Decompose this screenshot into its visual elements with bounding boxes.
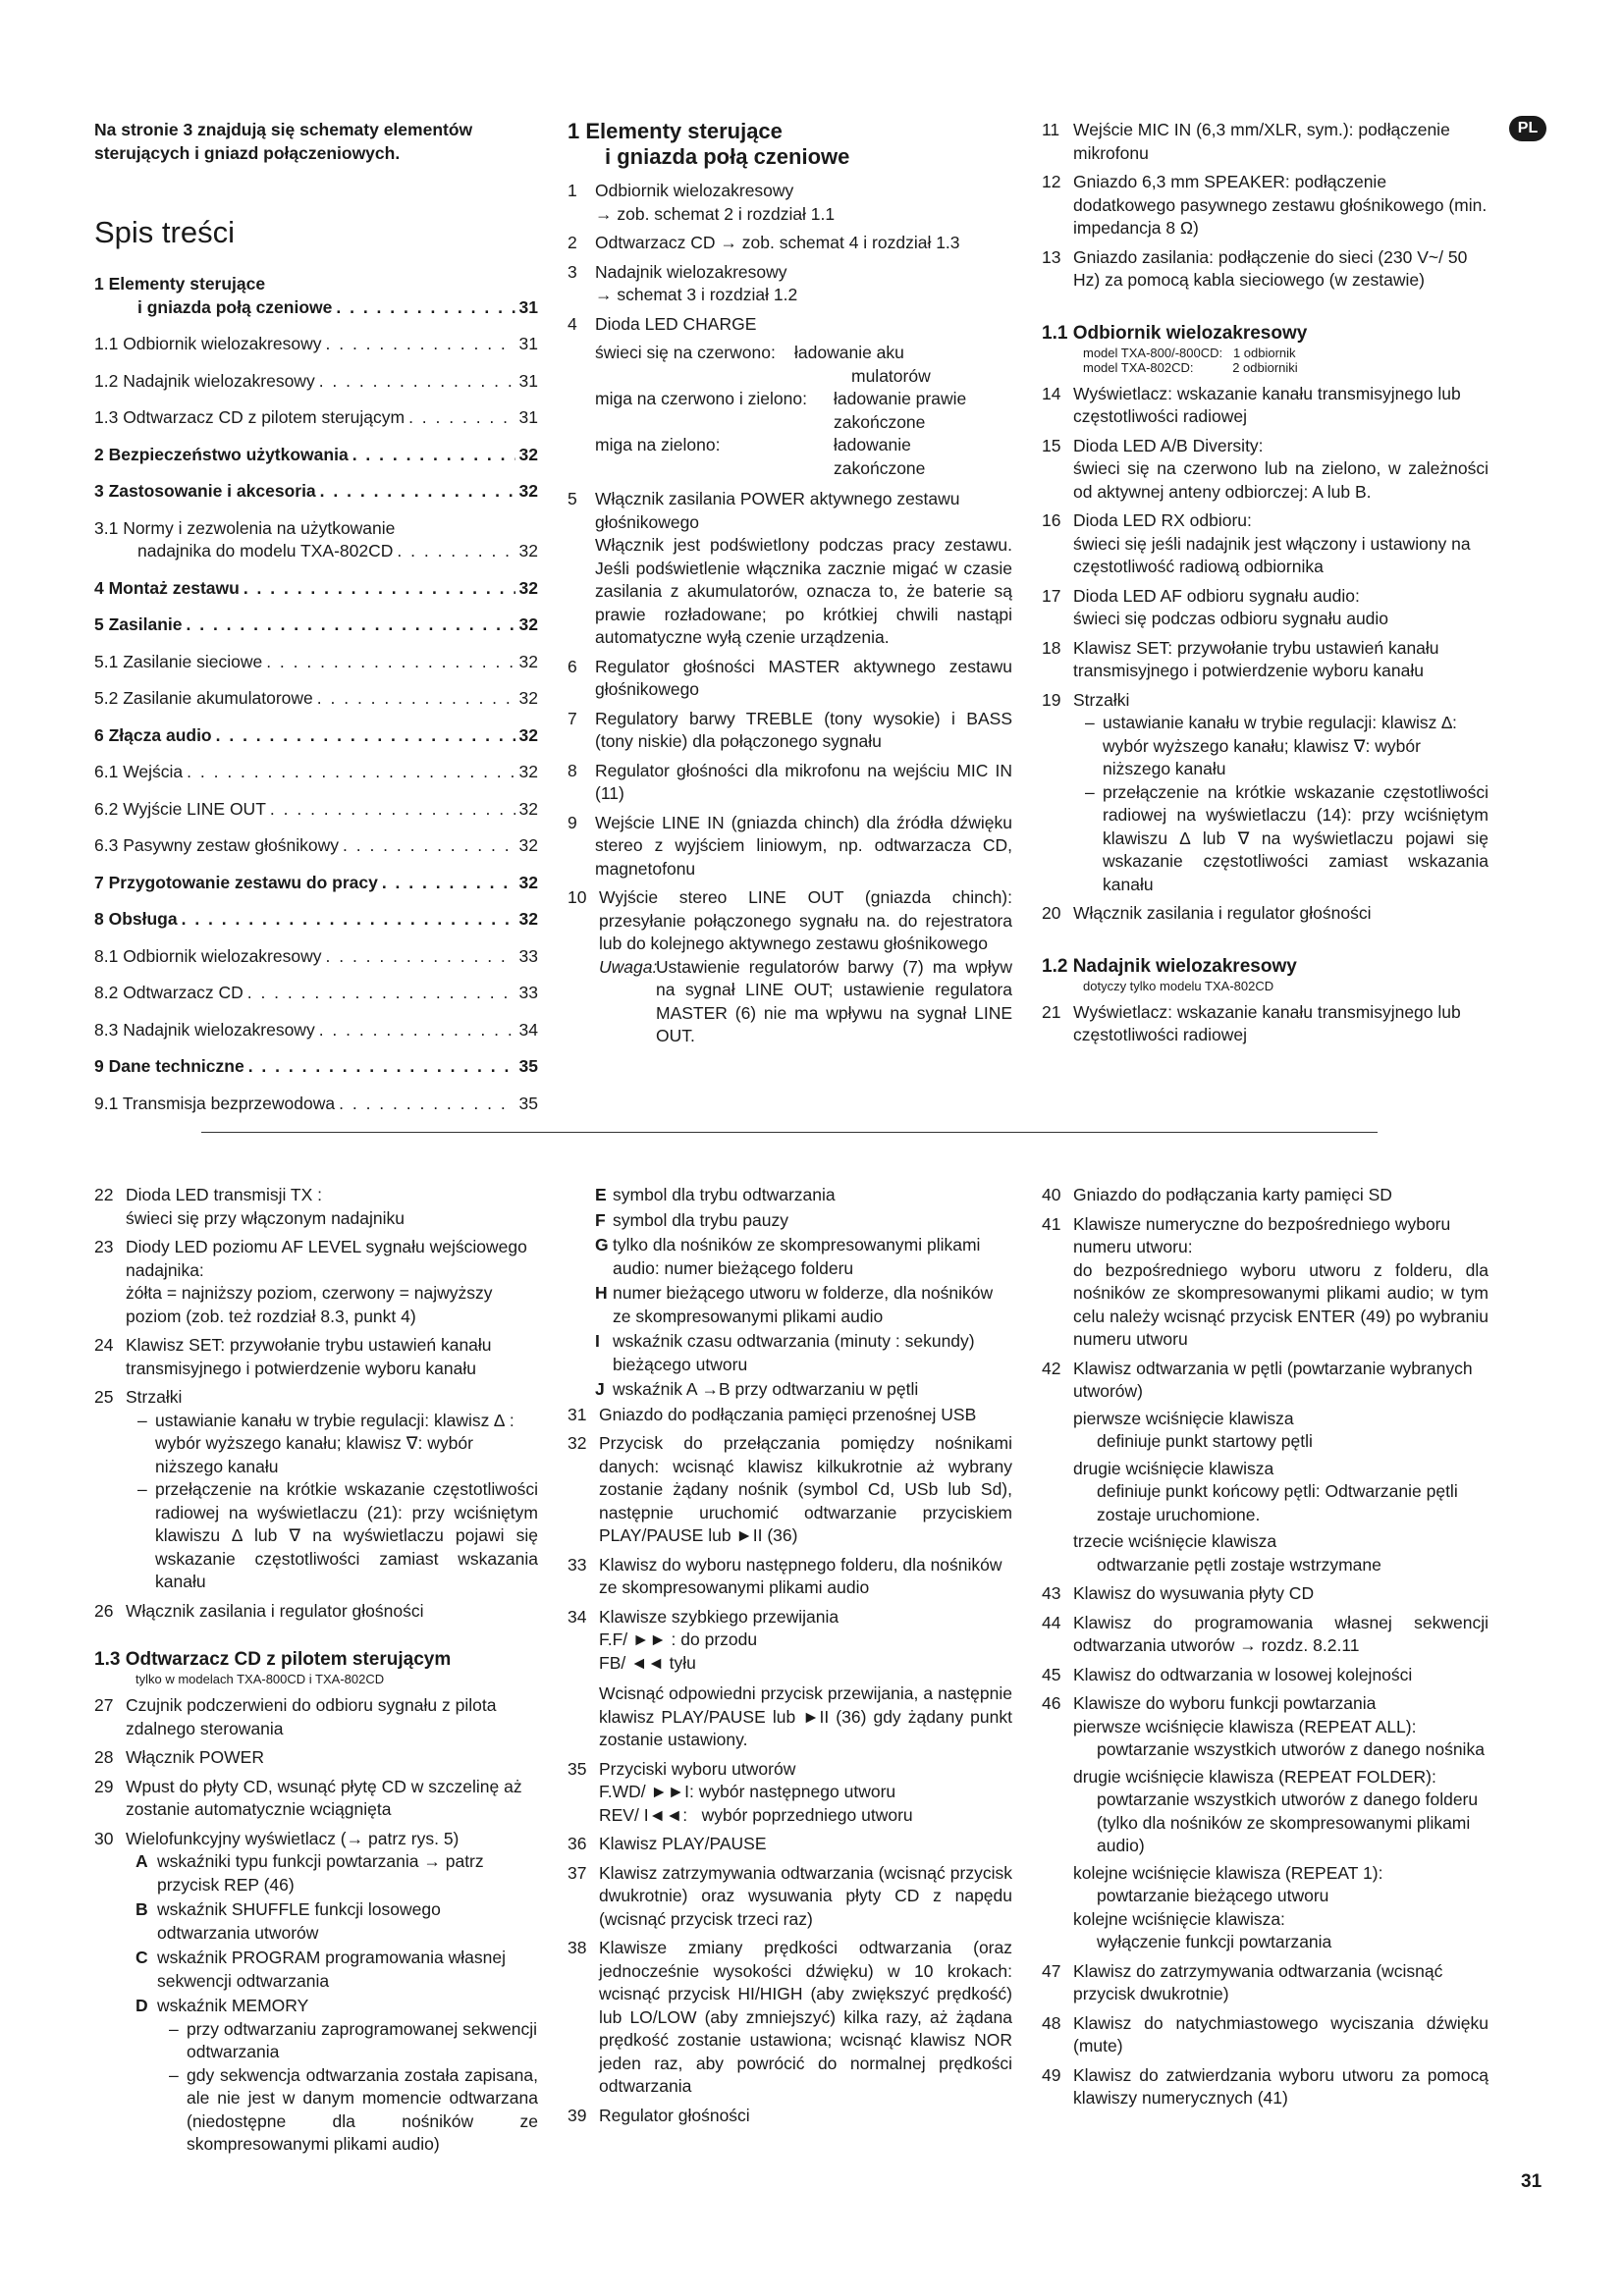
toc-page-number: 31 [518,407,538,427]
toc-entry-label: 1.3 Odtwarzacz CD z pilotem sterującym [94,407,406,427]
display-indicator-c: C wskaźnik PROGRAM programowania własnej sekwencji odtwarzania [135,1948,506,1991]
led-state: świeci się na czerwono: [595,343,776,362]
item-number: 4 [568,313,577,334]
item-4 [568,313,1012,337]
item-35: 35 Przyciski wyboru utworów F.WD/ ►►I: wybór następnego utworu REV/ I◄◄: wybór poprzedniego utworu [568,1758,913,1825]
item-45: 45 Klawisz do odtwarzania w losowej kolejności [1042,1664,1413,1684]
toc-page-number: 32 [518,835,538,855]
toc-entry-label: 7 Przygotowanie zestawu do pracy [94,872,378,892]
item-10: 10 Wyjście stereo LINE OUT (gniazda chinch): przesyłanie połączonego sygnału na. do rejestratora lub do kolejnego aktywnego zestawu głośnikowego Uwaga: Ustawienie regulatorów barwy (7) ma wpływ na sygnał LINE OUT; ustawienie regulatora MASTER (6) nie ma wpływu na sygnał LINE OUT. [568,886,1012,1048]
toc-entry [94,444,538,467]
toc-entry-label: 9 Dane techniczne [94,1056,244,1076]
toc-page-number: 32 [518,577,538,598]
leader-dots [270,798,515,822]
toc-entry-label: 5.2 Zasilanie akumulatorowe [94,688,313,708]
toc-entry [94,1019,538,1042]
item-39: 39 Regulator głośności [568,2105,750,2125]
item-12: 12 Gniazdo 6,3 mm SPEAKER: podłączenie dodatkowego pasywnego zestawu głośnikowego (min. impedancja 8 Ω) [1042,172,1488,238]
led-state-row [595,388,1012,434]
item-text: Nadajnik wielozakresowy [595,261,787,282]
leader-dots [336,296,514,320]
section1-column [568,119,1012,1054]
toc-entry-label: 9.1 Transmisja bezprzewodowa [94,1093,336,1113]
bottom-right-column [1042,1184,1489,2116]
leader-dots [408,406,514,430]
section1-title: 1 Elementy sterujące i gniazda połą czeniowe [568,119,850,169]
led-meaning: ładowanie [834,435,911,454]
toc-entry [94,1093,538,1116]
toc-page-number: 35 [518,1093,538,1113]
leader-dots [187,761,514,784]
toc-entry-label: 8.1 Odbiornik wielozakresowy [94,945,322,966]
leader-dots [339,1093,514,1116]
subsection-1-3-note: tylko w modelach TXA-800CD i TXA-802CD [135,1672,385,1686]
leader-dots [317,687,515,711]
led-meaning-cont: zakończone [834,411,926,432]
toc-entry-label: 1.1 Odbiornik wielozakresowy [94,334,322,353]
toc-entry-label: 3 Zastosowanie i akcesoria [94,481,316,501]
item-40: 40 Gniazdo do podłączania karty pamięci SD [1042,1185,1392,1204]
leader-dots [343,834,515,858]
toc-entry-label: 3.1 Normy i zezwolenia na użytkowanie [94,517,396,538]
toc-page-number: 33 [518,983,538,1002]
toc-page-number: 33 [518,945,538,966]
toc-entry [94,614,538,637]
toc-entry [94,406,538,430]
leader-dots [320,480,515,504]
toc-entry [94,872,538,895]
leader-dots [397,540,514,563]
item-3 [568,261,1012,307]
item-13: 13 Gniazdo zasilania: podłączenie do sieci (230 V~/ 50 Hz) za pomocą kabla sieciowego (w zestawie) [1042,246,1468,290]
toc-page-number: 32 [518,872,538,892]
display-indicator-i: I wskaźnik czasu odtwarzania (minuty : sekundy) bieżącego utworu [595,1331,975,1374]
subsection-1-1-note: model TXA-800/-800CD: 1 odbiornik model TXA-802CD: 2 odbiorniki [1083,345,1298,375]
led-state: miga na czerwono i zielono: [595,389,807,408]
toc-entry-label: i gniazda połą czeniowe [137,296,333,317]
item-1 [568,180,1012,226]
item-17: 17 Dioda LED AF odbioru sygnału audio: świeci się podczas odbioru sygnału audio [1042,585,1389,628]
item-2 [568,232,1012,255]
display-indicator-h: H numer bieżącego utworu w folderze, dla nośników ze skompresowanymi plikami audio [595,1283,994,1326]
leader-dots [319,370,515,394]
toc-page-number: 32 [518,614,538,634]
toc-title: Spis treści [94,215,235,249]
toc-entry-label: 5 Zasilanie [94,614,183,634]
item-30: 30 Wielofunkcyjny wyświetlacz (→ patrz rys. 5) A wskaźniki typu funkcji powtarzania → patrz przycisk REP (46) B wskaźnik SHUFFLE funkcji losowego odtwarzania utworów C wskaźnik PROGRAM programowania własnej sekwencji odtwarzania D wskaźnik MEMORY – przy odtwarzaniu zaprogramowanej sekwencji odtwarzania – gdy sekwencja odtwarzania została zapisana, ale nie jest w danym momencie odtwarzana (niedostępne dla nośników ze skompresowanymi plikami audio) [94,1828,538,2157]
toc-entry [94,724,538,748]
led-meaning: ładowanie prawie [834,389,967,408]
item-43: 43 Klawisz do wysuwania płyty CD [1042,1583,1315,1603]
page-number: 31 [1521,2171,1543,2192]
language-badge: PL [1509,116,1546,141]
right-top-column [1042,119,1489,1053]
display-indicator-a: A wskaźniki typu funkcji powtarzania → patrz przycisk REP (46) [135,1851,484,1895]
toc-page-number: 31 [518,370,538,391]
leader-dots [319,1019,515,1042]
toc-page-number: 32 [518,444,538,464]
item-21: 21 Wyświetlacz: wskazanie kanału transmisyjnego lub częstotliwości radiowej [1042,1001,1461,1044]
toc-entry [94,517,538,563]
item-44: 44 Klawisz do programowania własnej sekwencji odtwarzania utworów → rozdz. 8.2.11 [1042,1612,1489,1655]
item-7: 7 Regulatory barwy TREBLE (tony wysokie) i BASS (tony niskie) dla połączonego sygnału [568,708,1012,751]
item-32: 32 Przycisk do przełączania pomiędzy nośnikami danych: wcisnąć klawisz kilkukrotnie aż wybrany zostanie żądany nośnik (symbol Cd, USb lub Sd), następnie uruchomić odtwarzanie przyciskiem PLAY/PAUSE lub ►II (36) [568,1433,1012,1545]
item-48: 48 Klawisz do natychmiastowego wyciszania dźwięku (mute) [1042,2012,1489,2056]
item-37: 37 Klawisz zatrzymywania odtwarzania (wcisnąć przycisk dwukrotnie) oraz wysuwania płyty CD z napędu (wcisnąć przycisk trzeci raz) [568,1862,1012,1929]
toc-entry [94,761,538,784]
item-28: 28 Włącznik POWER [94,1747,264,1767]
toc-entry [94,577,538,601]
toc-page-number: 31 [518,296,538,317]
item-36: 36 Klawisz PLAY/PAUSE [568,1834,767,1853]
display-indicator-e: E symbol dla trybu odtwarzania [595,1185,836,1204]
item-11: 11 Wejście MIC IN (6,3 mm/XLR, sym.): podłączenie mikrofonu [1042,120,1450,163]
note-uwaga: Uwaga: Ustawienie regulatorów barwy (7) ma wpływ na sygnał LINE OUT; ustawienie regulatora MASTER (6) nie ma wpływu na sygnał LINE OUT. [599,956,1012,1045]
item-19: 19 Strzałki – ustawianie kanału w trybie regulacji: klawisz ∆: wybór wyższego kanału; klawisz ∇: wybór niższego kanału – przełączenie na krótkie wskazanie częstotliwości radiowej na wyświetlaczu (14): przy wciśniętym klawiszu ∆ lub ∇ na wyświetlaczu pojawi się wskazanie częstotliwości zamiast wskazania kanału [1042,689,1489,897]
item-27: 27 Czujnik podczerwieni do odbioru sygnału z pilota zdalnego sterowania [94,1695,497,1738]
leader-dots [216,724,515,748]
toc-page-number: 32 [518,688,538,708]
horizontal-divider [201,1132,1378,1133]
toc-entry [94,834,538,858]
item-14: 14 Wyświetlacz: wskazanie kanału transmisyjnego lub częstotliwości radiowej [1042,383,1461,426]
toc-entry [94,798,538,822]
toc-page-number: 32 [518,762,538,781]
toc-entry [94,333,538,356]
toc-page-number: 34 [518,1019,538,1040]
display-indicator-b: B wskaźnik SHUFFLE funkcji losowego odtwarzania utworów [135,1899,441,1943]
item-5: 5 Włącznik zasilania POWER aktywnego zestawu głośnikowego Włącznik jest podświetlony podczas pracy zestawu. Jeśli podświetlenie włącznika zacznie migać w czasie zasilania z akumulatorów, oznacza to, że baterie są prawie rozładowane; po krótkiej chwili nastąpi automatyczne wyłą czenie urządzenia. [568,489,1012,647]
item-46: 46 Klawisze do wyboru funkcji powtarzania pierwsze wciśnięcie klawisza (REPEAT ALL): powtarzanie wszystkich utworów z danego nośnika drugie wciśnięcie klawisza (REPEAT FOLDER): powtarzanie wszystkich utworów z danego folderu (tylko dla nośników ze skompresowanymi plikami audio) kolejne wciśnięcie klawisza (REPEAT 1): powtarzanie bieżącego utworu kolejne wciśnięcie klawisza: wyłączenie funkcji powtarzania [1042,1693,1485,1951]
toc-entry [94,945,538,969]
item-24: 24 Klawisz SET: przywołanie trybu ustawień kanału transmisyjnego i potwierdzenie wyboru kanału [94,1335,492,1378]
toc-entry-label: 1.2 Nadajnik wielozakresowy [94,370,315,391]
toc-entry [94,651,538,674]
toc-entry-label: 6.1 Wejścia [94,762,184,781]
toc-page-number: 32 [518,798,538,819]
led-meaning-cont: zakończone [834,457,926,478]
leader-dots [382,872,515,895]
item-16: 16 Dioda LED RX odbioru: świeci się jeśli nadajnik jest włączony i ustawiony na częstotliwość radiową odbiornika [1042,510,1471,576]
bottom-mid-column [568,1184,1012,2133]
led-meaning-cont: mulatorów [851,365,931,386]
led-state-row [595,434,1012,480]
item-29: 29 Wpust do płyty CD, wsunąć płytę CD w szczelinę aż zostanie automatycznie wciągnięta [94,1776,522,1819]
item-number: 3 [568,261,577,282]
bottom-left-column [94,1184,538,2163]
item-6: 6 Regulator głośności MASTER aktywnego zestawu głośnikowego [568,656,1012,699]
display-indicator-f: F symbol dla trybu pauzy [595,1209,788,1230]
item-23: 23 Diody LED poziomu AF LEVEL sygnału wejściowego nadajnika: żółta = najniższy poziom, czerwony = najwyższy poziom (zob. też rozdział 8.3, punkt 4) [94,1237,527,1326]
toc-entry-label: 8 Obsługa [94,909,178,929]
display-indicator-d: D wskaźnik MEMORY – przy odtwarzaniu zaprogramowanej sekwencji odtwarzania – gdy sekwencja odtwarzania została zapisana, ale nie jest w danym momencie odtwarzana (niedostępne dla nośników ze skompresowanymi plikami audio) [126,1995,538,2157]
item-text: → schemat 3 i rozdział 1.2 [595,285,798,304]
led-charge-table [568,342,1012,480]
item-41: 41 Klawisze numeryczne do bezpośredniego wyboru numeru utworu: do bezpośredniego wyboru utworu z folderu, dla nośników ze skompresowanymi plikami audio; w tym celu należy wcisnąć przycisk ENTER (49) po wybraniu numeru utworu [1042,1213,1489,1349]
toc-page-number: 32 [518,481,538,501]
toc-entry [94,687,538,711]
item-33: 33 Klawisz do wyboru następnego folderu, dla nośników ze skompresowanymi plikami audio [568,1554,1002,1597]
item-38: 38 Klawisze zmiany prędkości odtwarzania (oraz jednocześnie wysokości dźwięku) w 10 krokach: wcisnąć przycisk HI/HIGH (aby zwiększyć prędkość) lub LO/LOW (aby zmniejszyć) kilka razy, aż żądana prędkość zostanie ustawiona; wcisnąć klawisz NOR jeden raz, aby powrócić do normalnej prędkości odtwarzania [568,1938,1012,2096]
toc-entry-label: 5.1 Zasilanie sieciowe [94,651,263,671]
item-20: 20 Włącznik zasilania i regulator głośności [1042,903,1372,923]
toc-page-number: 35 [518,1056,538,1076]
item-26: 26 Włącznik zasilania i regulator głośności [94,1600,424,1621]
led-state: miga na zielono: [595,435,721,454]
leader-dots [247,982,515,1005]
item-text: → zob. schemat 2 i rozdział 1.1 [595,203,836,224]
item-42: 42 Klawisz odtwarzania w pętli (powtarzanie wybranych utworów) pierwsze wciśnięcie klawisza definiuje punkt startowy pętli drugie wciśnięcie klawisza definiuje punkt końcowy pętli: Odtwarzanie pętli zostaje uruchomione. trzecie wciśnięcie klawisza odtwarzanie pętli zostaje wstrzymane [1042,1358,1473,1575]
led-meaning: ładowanie aku [794,343,904,362]
toc-entry [94,273,538,319]
toc-entry [94,982,538,1005]
item-49: 49 Klawisz do zatwierdzania wyboru utworu za pomocą klawiszy numerycznych (41) [1042,2064,1489,2108]
toc-entry-label: 6 Złącza audio [94,724,212,745]
toc-page-number: 32 [518,909,538,929]
item-number: 1 [568,181,577,200]
leader-dots [266,651,514,674]
leader-dots [244,577,515,601]
toc-entry-label: 6.2 Wyjście LINE OUT [94,798,266,819]
toc-entry [94,480,538,504]
item-22: 22 Dioda LED transmisji TX : świeci się przy włączonym nadajniku [94,1185,405,1228]
item-8: 8 Regulator głośności dla mikrofonu na wejściu MIC IN (11) [568,760,1012,803]
item-25: 25 Strzałki – ustawianie kanału w trybie regulacji: klawisz ∆ : wybór wyższego kanału; klawisz ∇: wybór niższego kanału – przełączenie na krótkie wskazanie częstotliwości radiowej na wyświetlaczu (21): przy wciśniętym klawiszu ∆ lub ∇ na wyświetlaczu pojawi się wskazanie częstotliwości zamiast wskazania kanału [94,1386,538,1594]
toc-column [94,119,538,1129]
toc-page-number: 32 [518,651,538,671]
item-9: 9 Wejście LINE IN (gniazda chinch) dla źródła dźwięku stereo z wyjściem liniowym, np. odtwarzacza CD, magnetofonu [568,812,1012,879]
leader-dots [182,908,515,932]
item-47: 47 Klawisz do zatrzymywania odtwarzania (wcisnąć przycisk dwukrotnie) [1042,1960,1443,2003]
item-text: Odbiornik wielozakresowy [595,181,794,200]
item-text: Odtwarzacz CD → zob. schemat 4 i rozdział 1.3 [595,233,960,252]
toc-entry [94,1055,538,1079]
leader-dots [187,614,515,637]
subsection-1-2-note: dotyczy tylko modelu TXA-802CD [1083,978,1274,993]
item-34: 34 Klawisze szybkiego przewijania F.F/ ►► : do przodu FB/ ◄◄ tyłu Wcisnąć odpowiedni przycisk przewijania, a następnie klawisz PLAY/PAUSE lub ►II (36) gdy żądany punkt zostanie ustawiony. [568,1606,1012,1749]
toc-page-number: 31 [518,334,538,353]
item-18: 18 Klawisz SET: przywołanie trybu ustawień kanału transmisyjnego i potwierdzenie wyboru kanału [1042,637,1439,680]
toc-entry-label: nadajnika do modelu TXA-802CD [137,541,394,561]
item-15: 15 Dioda LED A/B Diversity: świeci się na czerwono lub na zielono, w zależności od aktywnej anteny odbiorczej: A lub B. [1042,435,1489,502]
toc-entry-label: 8.2 Odtwarzacz CD [94,983,244,1002]
toc-page-number: 32 [518,724,538,745]
subsection-1-2-title: 1.2 Nadajnik wielozakresowy [1042,955,1297,977]
led-state-row [595,342,1012,388]
toc-entry-label: 4 Montaż zestawu [94,577,240,598]
leader-dots [352,444,515,467]
toc-entry-label: 8.3 Nadajnik wielozakresowy [94,1019,315,1040]
toc-list [94,273,538,1115]
display-indicator-j: J wskaźnik A →B przy odtwarzaniu w pętli [595,1379,919,1399]
subsection-1-3-title: 1.3 Odtwarzacz CD z pilotem sterującym [94,1649,452,1670]
toc-page-number: 32 [518,541,538,561]
item-number: 2 [568,233,577,252]
toc-entry [94,908,538,932]
intro-note: Na stronie 3 znajdują się schematy elementów sterujących i gniazd połączeniowych. [94,120,473,163]
toc-entry-label: 1 Elementy sterujące [94,274,266,294]
leader-dots [326,333,515,356]
leader-dots [326,945,515,969]
toc-entry [94,370,538,394]
item-text: Dioda LED CHARGE [595,313,757,334]
leader-dots [248,1055,515,1079]
subsection-1-1-title: 1.1 Odbiornik wielozakresowy [1042,322,1308,344]
toc-entry-label: 6.3 Pasywny zestaw głośnikowy [94,835,339,855]
section1-items [568,180,1012,336]
toc-entry-label: 2 Bezpieczeństwo użytkowania [94,444,349,464]
item-31: 31 Gniazdo do podłączania pamięci przenośnej USB [568,1404,977,1424]
display-indicator-g: G tylko dla nośników ze skompresowanymi plikami audio: numer bieżącego folderu [595,1235,981,1278]
